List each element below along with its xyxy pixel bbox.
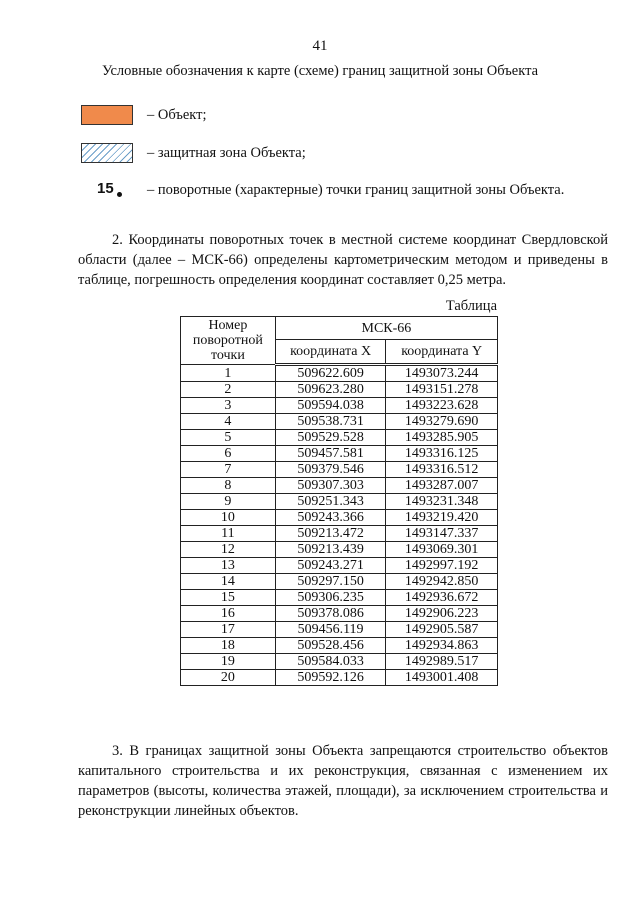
y-coordinate-cell: 1493219.420 (386, 510, 498, 526)
table-row (181, 590, 498, 606)
table-row (181, 670, 498, 686)
point-number-cell: 18 (181, 638, 276, 654)
table-row (181, 574, 498, 590)
point-number-cell: 5 (181, 430, 276, 446)
table-row (181, 398, 498, 414)
table-row (181, 542, 498, 558)
x-coordinate-cell: 509584.033 (275, 654, 386, 670)
x-coordinate-cell: 509378.086 (275, 606, 386, 622)
x-coordinate-cell: 509243.271 (275, 558, 386, 574)
paragraph-restrictions: 3. В границах защитной зоны Объекта запрещаются строительство объектов капитального строительства и их реконструкция, связанная с изменением их параметров (высоты, количества этажей, площади), за исключением строительства и реконструкции линейных объектов. (78, 743, 608, 819)
paragraph-coordinates: 2. Координаты поворотных точек в местной системе координат Свердловской области (далее – МСК-66) определены картометрическим методом и приведены в таблице, погрешность определения координат составляет 0,25 метра. (78, 232, 608, 288)
point-number-cell: 9 (181, 494, 276, 510)
y-coordinate-cell: 1492942.850 (386, 574, 498, 590)
x-coordinate-cell: 509528.456 (275, 638, 386, 654)
point-number-cell: 11 (181, 526, 276, 542)
y-coordinate-cell: 1492905.587 (386, 622, 498, 638)
point-number-cell: 3 (181, 398, 276, 414)
protective-zone-hatch-icon (81, 143, 133, 163)
point-number-cell: 15 (181, 590, 276, 606)
x-coordinate-cell: 509213.439 (275, 542, 386, 558)
object-swatch-icon (81, 105, 133, 125)
legend-item-points (81, 180, 564, 200)
x-coordinate-cell: 509622.609 (275, 365, 386, 382)
header-point-number: Номер поворотной точки (181, 317, 276, 365)
header-x: координата X (275, 340, 386, 365)
table-row (181, 510, 498, 526)
x-coordinate-cell: 509307.303 (275, 478, 386, 494)
point-number-cell: 10 (181, 510, 276, 526)
table-row (181, 526, 498, 542)
coordinates-table-body (181, 365, 498, 686)
y-coordinate-cell: 1493223.628 (386, 398, 498, 414)
table-row (181, 462, 498, 478)
point-number-cell: 8 (181, 478, 276, 494)
point-number-cell: 14 (181, 574, 276, 590)
x-coordinate-cell: 509594.038 (275, 398, 386, 414)
point-number-cell: 16 (181, 606, 276, 622)
point-number-cell: 13 (181, 558, 276, 574)
table-row (181, 478, 498, 494)
y-coordinate-cell: 1492906.223 (386, 606, 498, 622)
table-row (181, 382, 498, 398)
table-caption: Таблица (445, 298, 497, 314)
legend-title: Условные обозначения к карте (схеме) границ защитной зоны Объекта (101, 63, 539, 79)
turning-point-dot-icon (117, 192, 122, 197)
y-coordinate-cell: 1493287.007 (386, 478, 498, 494)
table-row (181, 558, 498, 574)
y-coordinate-cell: 1493147.337 (386, 526, 498, 542)
table-row (181, 414, 498, 430)
y-coordinate-cell: 1492997.192 (386, 558, 498, 574)
table-row (181, 654, 498, 670)
table-row (181, 638, 498, 654)
x-coordinate-cell: 509623.280 (275, 382, 386, 398)
table-row (181, 622, 498, 638)
point-number-cell: 2 (181, 382, 276, 398)
table-row (181, 365, 498, 382)
y-coordinate-cell: 1493069.301 (386, 542, 498, 558)
table-row (181, 430, 498, 446)
y-coordinate-cell: 1493279.690 (386, 414, 498, 430)
table-row (181, 494, 498, 510)
point-number-cell: 4 (181, 414, 276, 430)
x-coordinate-cell: 509297.150 (275, 574, 386, 590)
y-coordinate-cell: 1493285.905 (386, 430, 498, 446)
y-coordinate-cell: 1493316.512 (386, 462, 498, 478)
coordinates-table (180, 316, 498, 686)
point-number-cell: 7 (181, 462, 276, 478)
x-coordinate-cell: 509306.235 (275, 590, 386, 606)
point-number-cell: 1 (181, 365, 276, 382)
y-coordinate-cell: 1492989.517 (386, 654, 498, 670)
point-number-cell: 19 (181, 654, 276, 670)
header-coordinate-system: МСК-66 (275, 317, 497, 340)
y-coordinate-cell: 1493316.125 (386, 446, 498, 462)
x-coordinate-cell: 509251.343 (275, 494, 386, 510)
y-coordinate-cell: 1493231.348 (386, 494, 498, 510)
x-coordinate-cell: 509538.731 (275, 414, 386, 430)
x-coordinate-cell: 509457.581 (275, 446, 386, 462)
legend-item-points-text: – поворотные (характерные) точки границ защитной зоны Объекта. (147, 181, 565, 198)
point-number-cell: 12 (181, 542, 276, 558)
y-coordinate-cell: 1492936.672 (386, 590, 498, 606)
legend-item-zone (81, 143, 306, 163)
x-coordinate-cell: 509456.119 (275, 622, 386, 638)
y-coordinate-cell: 1493001.408 (386, 670, 498, 686)
y-coordinate-cell: 1493073.244 (386, 365, 498, 382)
x-coordinate-cell: 509592.126 (275, 670, 386, 686)
point-number-cell: 17 (181, 622, 276, 638)
legend-item-zone-text: – защитная зона Объекта; (147, 144, 306, 161)
turning-point-marker-icon (81, 180, 133, 200)
table-row (181, 606, 498, 622)
x-coordinate-cell: 509379.546 (275, 462, 386, 478)
turning-point-marker-number: 15 (97, 180, 114, 197)
x-coordinate-cell: 509213.472 (275, 526, 386, 542)
table-row (181, 446, 498, 462)
y-coordinate-cell: 1492934.863 (386, 638, 498, 654)
legend-item-object-text: – Объект; (147, 106, 207, 123)
page-number: 41 (312, 38, 328, 54)
x-coordinate-cell: 509529.528 (275, 430, 386, 446)
header-y: координата Y (386, 340, 498, 365)
legend-item-object (81, 105, 207, 125)
x-coordinate-cell: 509243.366 (275, 510, 386, 526)
point-number-cell: 6 (181, 446, 276, 462)
y-coordinate-cell: 1493151.278 (386, 382, 498, 398)
point-number-cell: 20 (181, 670, 276, 686)
